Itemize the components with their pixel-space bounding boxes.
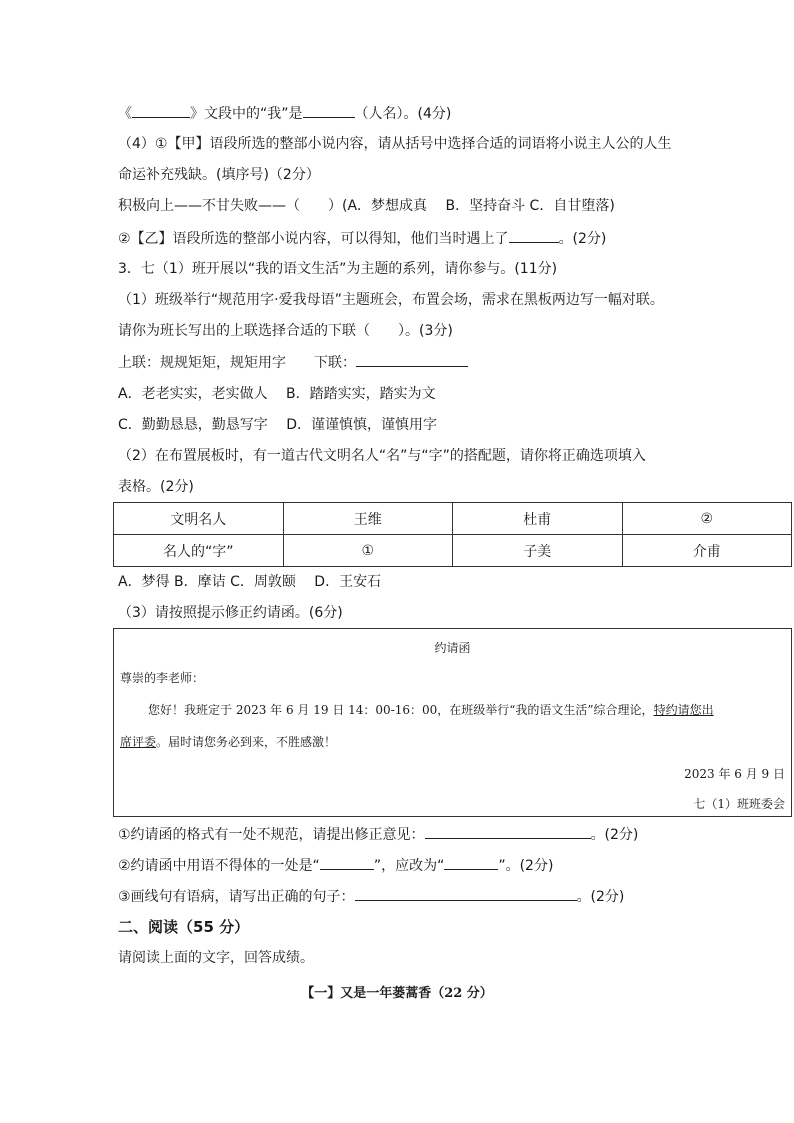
encounter-blank[interactable] xyxy=(509,228,559,243)
q3-sub3: ③画线句有语病，请写出正确的句子： 。(2分) xyxy=(118,886,624,907)
q4-line4: ②【乙】语段所选的整部小说内容，可以得知，他们当时遇上了 。(2分) xyxy=(118,228,606,249)
letter-signature: 七（1）班班委会 xyxy=(693,797,785,811)
q3-p1-line2: 请你为班长写出的上联选择合适的下联（ ）。(3分) xyxy=(118,323,453,339)
table-row xyxy=(114,503,792,535)
corrected-sentence-blank[interactable] xyxy=(355,886,577,901)
letter-title: 约请函 xyxy=(434,641,471,655)
section-heading: 二、阅读（55 分） xyxy=(118,918,250,936)
intro-line: 《 》文段中的“我”是 （人名）。(4分) xyxy=(118,103,451,124)
underlined-sentence: 特约请您出 xyxy=(653,703,714,717)
q3-p2-line1: （2）在布置展板时，有一道古代文明名人“名”与“字”的搭配题，请你将正确选项填入 xyxy=(118,448,646,464)
q3-p3: （3）请按照提示修正约请函。(6分) xyxy=(118,605,343,621)
table-cell[interactable]: ② xyxy=(622,503,792,535)
table-cell: 子美 xyxy=(453,535,623,567)
table-cell: 王维 xyxy=(283,503,453,535)
book-title-blank[interactable] xyxy=(132,103,190,118)
table-options: A．梦得 B．摩诘 C．周敦颐 D．王安石 xyxy=(118,574,382,590)
table-cell[interactable]: ① xyxy=(283,535,453,567)
couplet-answer-blank[interactable] xyxy=(356,352,468,367)
replacement-word-blank[interactable] xyxy=(444,855,498,870)
letter-date: 2023 年 6 月 9 日 xyxy=(684,767,785,781)
letter-body-line2: 席评委。届时请您务必到来，不胜感激！ xyxy=(120,735,337,749)
q3-sub1: ①约请函的格式有一处不规范，请提出修正意见： 。(2分) xyxy=(118,824,638,845)
table-cell: 名人的“字” xyxy=(114,535,284,567)
underlined-sentence-end: 席评委 xyxy=(120,735,157,749)
letter-greeting: 尊崇的李老师： xyxy=(120,671,205,685)
couplet-line: 上联：规规矩矩，规矩用字 下联： xyxy=(118,352,468,373)
table-cell: 杜甫 xyxy=(453,503,623,535)
improper-word-blank[interactable] xyxy=(320,855,374,870)
options-cd: C．勤勤恳恳，勤恳写字 D．谨谨慎慎，谨慎用字 xyxy=(118,417,438,433)
q3-p2-line2: 表格。(2分) xyxy=(118,479,194,495)
q3-sub2: ②约请函中用语不得体的一处是“ ”，应改为“ ”。(2分) xyxy=(118,855,553,876)
q3-p1-line1: （1）班级举行“规范用字·爱我母语”主题班会，布置会场，需求在黑板两边写一幅对联。 xyxy=(118,292,664,308)
passage-subtitle: 【一】又是一年蒌蒿香（22 分） xyxy=(301,986,493,1001)
options-ab: A．老老实实，老实做人 B．踏踏实实，踏实为文 xyxy=(118,386,436,402)
format-fix-blank[interactable] xyxy=(425,824,591,839)
letter-body-line1: 您好！我班定于 2023 年 6 月 19 日 14：00-16：00，在班级举行“我的语文生活”综合理论，特约请您出 xyxy=(148,703,714,717)
invitation-letter xyxy=(113,628,792,817)
table-cell: 文明名人 xyxy=(114,503,284,535)
section-instruction: 请阅读上面的文字，回答成绩。 xyxy=(118,950,314,966)
person-name-blank[interactable] xyxy=(303,103,355,118)
name-courtesy-table xyxy=(113,502,792,567)
q4-line1: （4）①【甲】语段所选的整部小说内容，请从括号中选择合适的词语将小说主人公的人生 xyxy=(118,136,672,152)
table-cell: 介甫 xyxy=(622,535,792,567)
table-row xyxy=(114,535,792,567)
q3-title: 3．七（1）班开展以“我的语文生活”为主题的系列，请你参与。(11分) xyxy=(118,261,558,277)
q4-line2: 命运补充残缺。(填序号)（2分） xyxy=(118,167,320,183)
q4-line3: 积极向上——不甘失败——（ ）(A．梦想成真 B．坚持奋斗 C．自甘堕落) xyxy=(118,198,615,214)
